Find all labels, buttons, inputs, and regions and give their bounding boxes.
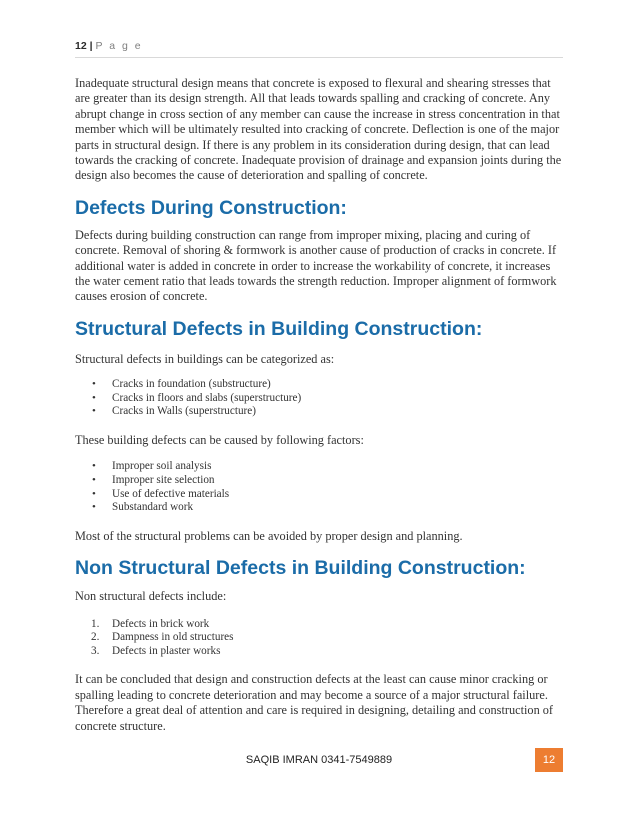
intro-paragraph: Inadequate structural design means that concrete is exposed to flexural and shearing stresses that are greater than its design strength. All that leads towards spalling and cracking of concrete. Any abrupt change in cross section of any member can cause the increase in stress concentration in that member which will be ultimately resulted into cracking of concrete. Deflection is one of the major parts in structural design. If there is any problem in its consideration during design, that can lead towards the cracking of concrete. Inadequate provision of drainage and expansion joints during the design also becomes the cause of deterioration and spalling of concrete. bbox=[75, 76, 562, 183]
factors-intro: These building defects can be caused by following factors: bbox=[75, 433, 364, 448]
factors-list bbox=[75, 460, 565, 514]
heading-defects-during-construction: Defects During Construction: bbox=[75, 196, 347, 219]
page-footer bbox=[75, 748, 563, 772]
list-item bbox=[75, 645, 565, 659]
footer-page-badge: 12 bbox=[535, 748, 563, 772]
list-item: • Substandard work bbox=[75, 501, 565, 515]
list-item: • Cracks in foundation (substructure) bbox=[75, 378, 565, 392]
page-header bbox=[75, 40, 563, 58]
list-item: • Cracks in Walls (superstructure) bbox=[75, 405, 565, 419]
footer-author: SAQIB IMRAN 0341-7549889 bbox=[245, 754, 393, 766]
list-item: • Use of defective materials bbox=[75, 488, 565, 502]
header-page-label: P a g e bbox=[95, 40, 143, 52]
list-item-text: Dampness in old structures bbox=[112, 631, 234, 644]
list-item: • Cracks in floors and slabs (superstructure) bbox=[75, 392, 565, 406]
structural-defects-intro: Structural defects in buildings can be categorized as: bbox=[75, 351, 335, 366]
non-structural-list bbox=[75, 618, 565, 659]
list-item: • Improper site selection bbox=[75, 474, 565, 488]
non-structural-intro: Non structural defects include: bbox=[75, 589, 227, 604]
structural-categories-list bbox=[75, 378, 565, 419]
list-item-text: Defects in plaster works bbox=[112, 644, 221, 657]
structural-conclusion: Most of the structural problems can be avoided by proper design and planning. bbox=[75, 528, 463, 543]
header-page-number: 12 bbox=[75, 40, 87, 52]
list-item: • Improper soil analysis bbox=[75, 460, 565, 474]
construction-defects-paragraph: Defects during building construction can range from improper mixing, placing and curing of concrete. Removal of shoring & formwork is another cause of production of cracks in concrete. If additional water is added in concrete in order to increase the workability of concrete, it increases the water cement ratio that leads towards the strength reduction. Improper alignment of formwork causes erosion of concrete. bbox=[75, 227, 557, 304]
header-separator: | bbox=[89, 40, 93, 52]
document-body bbox=[75, 76, 565, 734]
list-number: 2. bbox=[91, 631, 100, 644]
list-number: 1. bbox=[91, 617, 100, 630]
list-item-text: Defects in brick work bbox=[112, 617, 210, 630]
heading-non-structural-defects: Non Structural Defects in Building Construction: bbox=[75, 557, 526, 580]
list-number: 3. bbox=[91, 644, 100, 657]
list-item bbox=[75, 618, 565, 632]
heading-structural-defects: Structural Defects in Building Construction: bbox=[75, 317, 483, 340]
list-item bbox=[75, 631, 565, 645]
final-conclusion: It can be concluded that design and construction defects at the least can cause minor cracking or spalling leading to concrete deterioration and may become a source of a major structural failure. Therefore a great deal of attention and care is required in designing, detailing and construction of concrete structure. bbox=[75, 672, 554, 733]
